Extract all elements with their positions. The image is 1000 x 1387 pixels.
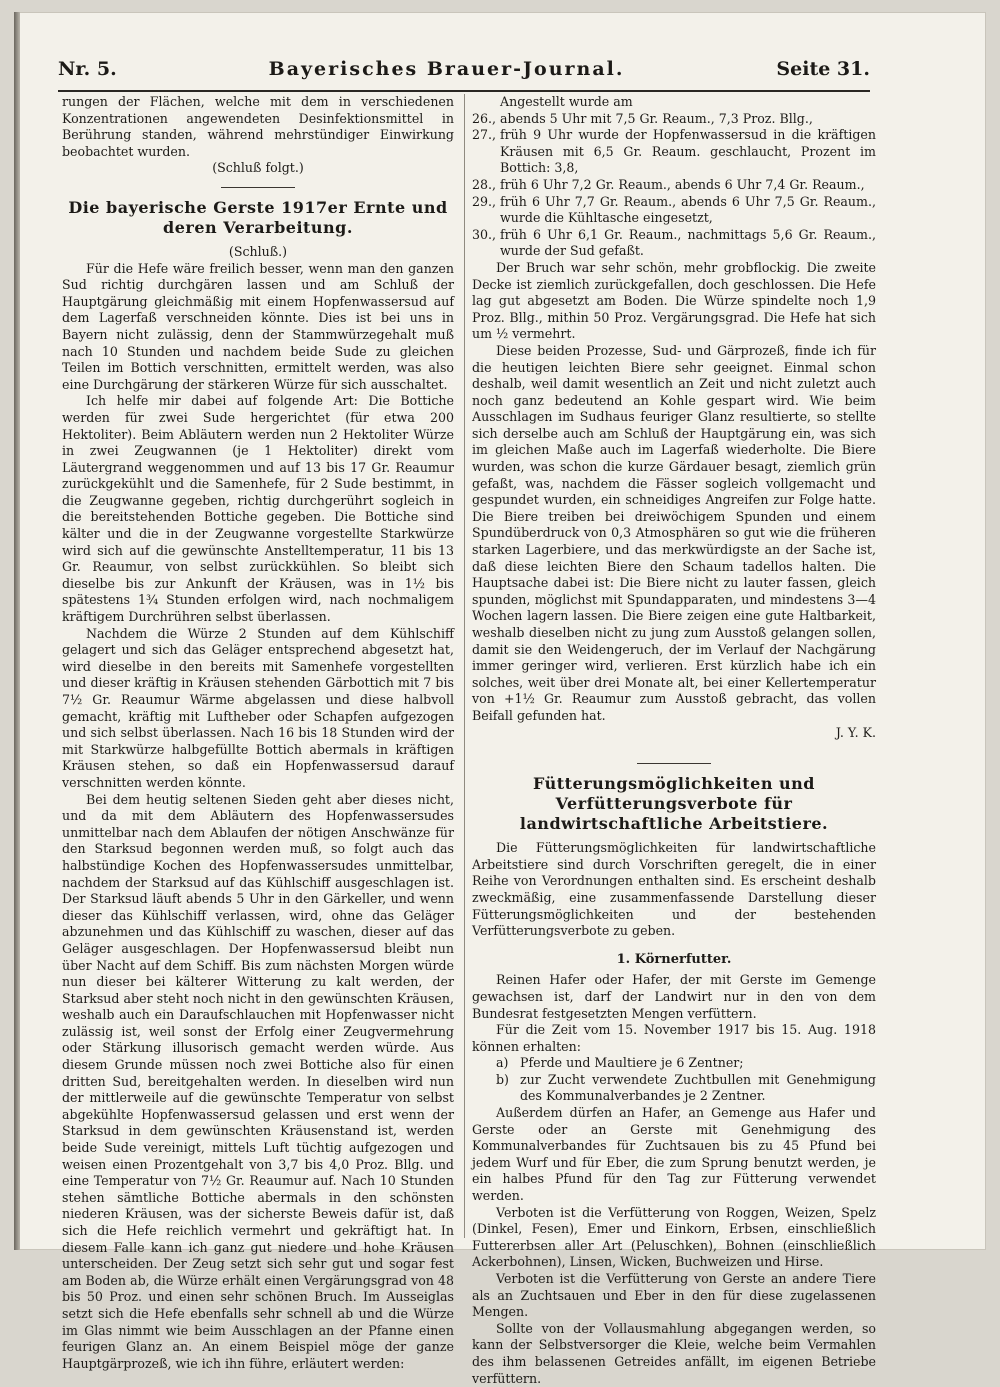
issue-number: Nr. 5.	[58, 58, 117, 80]
log-entry	[472, 227, 876, 260]
log-entry	[472, 177, 876, 194]
page-header	[58, 52, 870, 86]
article-paragraph: Reinen Hafer oder Hafer, der mit Gerste im Gemenge gewachsen ist, darf der Landwirt nur in den von dem Bundesrat festgesetzten Mengen verfüttern.	[472, 972, 876, 1021]
log-entry	[472, 194, 876, 227]
continued-text: rungen der Flächen, welche mit dem in verschiedenen Konzentrationen angewendeten Desinfektionsmittel in Berührung standen, während mehrstündiger Einwirkung beobachtet wurden.	[62, 94, 454, 159]
list-label: a)	[496, 1055, 509, 1071]
log-day: 26.,	[472, 110, 497, 126]
log-text: abends 5 Uhr mit 7,5 Gr. Reaum., 7,3 Proz. Bllg.,	[500, 110, 813, 126]
journal-title: Bayerisches Brauer-Journal.	[268, 58, 625, 80]
article-paragraph: Außerdem dürfen an Hafer, an Gemenge aus Hafer und Gerste oder an Gerste mit Genehmigung des Kommunalverbandes für Zuchtsauen bis zu 45 Pfund bei jedem Wurf und für Eber, die zum Sprung benutzt werden, je ein halbes Pfund für den Tag zur Fütterung verwendet werden.	[472, 1105, 876, 1204]
continuation-note: (Schluß folgt.)	[212, 160, 304, 176]
column-divider	[464, 94, 465, 1238]
log-day: 29.,	[472, 193, 497, 209]
article-paragraph: Bei dem heutig seltenen Sieden geht aber dieses nicht, und da mit dem Abläutern des Hopfenwassersudes unmittelbar nach dem Ablaufen der nötigen Anschwänze für den Starksud begonnen werden muß, so folgt auch das halbstündige Kochen des Hopfenwassersudes unmittelbar, nachdem der Starksud auf das Kühlschiff ausgeschlagen ist. Der Starksud läuft abends 5 Uhr in den Gärkeller, und wenn dieser das Kühlschiff verlassen, wird, ohne das Geläger abzunehmen und das Kühlschiff zu waschen, dieser auf das Geläger ausgeschlagen. Der Hopfenwassersud bleibt nun über Nacht auf dem Schiff. Bis zum nächsten Morgen würde nun dieser bei kälterer Witterung zu kalt werden, der Starksud aber steht noch nicht in den gewünschten Kräusen, weshalb auch ein Daraufschlauchen mit Hopfenwasser nicht zulässig ist, weil sonst der Erfolg einer Zeugvermehrung oder Stärkung illusorisch gemacht werden würde. Aus diesem Grunde müssen noch zwei Bottiche also für einen dritten Sud, bereitgehalten werden. In dieselben wird nun der mittlerweile auf die gewünschte Temperatur von selbst abgekühlte Hopfenwassersud gelassen und erst wenn der Starksud in dem gewünschten Kräusenstand ist, werden beide Sude vereinigt, mittels Luft tüchtig aufgezogen und weisen einen Prozentgehalt von 3,7 bis 4,0 Proz. Bllg. und eine Temperatur von 7½ Gr. Reaumur auf. Nach 10 Stunden stehen sämtliche Bottiche abermals in den schönsten niederen Kräusen, was der sicherste Beweis dafür ist, daß sich die Hefe reichlich vermehrt und gekräftigt hat. In diesem Falle kann ich ganz gut niedere und hohe Kräusen unterscheiden. Der Zeug setzt sich sehr gut und sogar fest am Boden ab, die Würze erhält einen Vergärungsgrad von 48 bis 50 Proz. und einen sehr schönen Bruch. Im Ausseiglas setzt sich die Hefe ebenfalls sehr schnell ab und die Würze im Glas nimmt wie beim Ausschlagen an der Pfanne einen feurigen Glanz an. An einem Beispiel möge der ganze Hauptgärprozeß, wie ich ihn führe, erläutert werden:	[62, 791, 454, 1371]
author-signature: J. Y. K.	[835, 724, 876, 740]
log-text: früh 6 Uhr 7,2 Gr. Reaum., abends 6 Uhr 7,4 Gr. Reaum.,	[500, 176, 865, 192]
header-rule	[58, 90, 870, 92]
article-paragraph: Die Fütterungsmöglichkeiten für landwirtschaftliche Arbeitstiere sind durch Vorschriften geregelt, die in einer Reihe von Verordnungen enthalten sind. Es erscheint deshalb zweckmäßig, eine zusammenfassende Darstellung dieser Fütterungsmöglichkeiten und der bestehenden Verfütterungsverbote zu geben.	[472, 840, 876, 939]
article-paragraph: Für die Hefe wäre freilich besser, wenn man den ganzen Sud richtig durchgären lassen und am Schluß der Hauptgärung gleichmäßig mit einem Hopfenwassersud auf dem Lagerfaß verschneiden könnte. Dies ist bei uns in Bayern nicht zulässig, denn der Stammwürzegehalt muß nach 10 Stunden und nachdem beide Sude zu gleichen Teilen im Bottich verschnitten, ermittelt werden, was also eine Durchgärung der stärkeren Würze für sich ausschaltet.	[62, 260, 454, 392]
list-label: b)	[496, 1071, 509, 1087]
log-text: früh 6 Uhr 7,7 Gr. Reaum., abends 6 Uhr 7,5 Gr. Reaum., wurde die Kühltasche eingesetzt,	[500, 193, 876, 226]
article-title: Die bayerische Gerste 1917er Ernte und deren Verarbeitung.	[68, 197, 448, 237]
list-text: Pferde und Maultiere je 6 Zentner;	[520, 1055, 744, 1071]
article-subtitle: (Schluß.)	[228, 243, 288, 259]
list-item	[496, 1055, 876, 1072]
article-paragraph: Für die Zeit vom 15. November 1917 bis 15. Aug. 1918 können erhalten:	[472, 1022, 876, 1054]
log-text: früh 6 Uhr 6,1 Gr. Reaum., nachmittags 5,6 Gr. Reaum., wurde der Sud gefaßt.	[500, 226, 876, 259]
right-column	[472, 94, 876, 1387]
article-paragraph: Sollte von der Vollausmahlung abgegangen werden, so kann der Selbstversorger die Kleie, welche beim Vermahlen des ihm belassenen Getreides anfällt, im eigenen Betriebe verfüttern.	[472, 1320, 876, 1386]
section-rule	[637, 763, 711, 764]
page-binding-edge	[14, 12, 20, 1250]
log-day: 28.,	[472, 176, 497, 192]
article-title: Fütterungsmöglichkeiten und Verfütterungsverbote für landwirtschaftliche Arbeitstiere.	[519, 774, 829, 834]
article-paragraph: Diese beiden Prozesse, Sud- und Gärprozeß, finde ich für die heutigen leichten Biere sehr geeignet. Einmal schon deshalb, weil damit wesentlich an Zeit und nicht zuletzt auch noch ganz bedeutend an Kohle gespart wird. Wie beim Ausschlagen im Sudhaus feuriger Glanz resultierte, so stellte sich derselbe auch am Schluß der Hauptgärung ein, was sich im gleichen Maße auch im Lagerfaß wiederholte. Die Biere wurden, was schon die kurze Gärdauer besagt, ziemlich grün gefaßt, was, nachdem die Fässer sogleich vollgemacht und gespundet wurden, ein schneidiges Angreifen zur Folge hatte. Die Biere treiben bei dreiwöchigem Spunden und einem Spundüberdruck von 0,3 Atmosphären so gut wie die früheren starken Lagerbiere, und das merkwürdigste an der Sache ist, daß diese leichten Biere den Schaum tadellos halten. Die Hauptsache dabei ist: Die Biere nicht zu lauter fassen, gleich spunden, möglichst mit Spundapparaten, und mindestens 3—4 Wochen lagern lassen. Die Biere zeigen eine gute Haltbarkeit, weshalb dieselben nicht zu jung zum Ausstoß gelangen sollen, damit sie den Weidengeruch, der im Verlauf der Nachgärung immer geringer wird, verlieren. Erst kürzlich habe ich ein solches, weit über drei Monate alt, bei einer Kellertemperatur von +1½ Gr. Reaumur zum Ausstoß gebracht, das vollen Beifall gefunden hat.	[472, 342, 876, 723]
newspaper-page	[14, 12, 986, 1386]
list-item	[496, 1072, 876, 1105]
article-paragraph: Der Bruch war sehr schön, mehr grobflockig. Die zweite Decke ist ziemlich zurückgefallen, doch geschlossen. Die Hefe lag gut abgesetzt am Boden. Die Würze spindelte noch 1,9 Proz. Bllg., mithin 50 Proz. Vergärungsgrad. Die Hefe hat sich um ½ vermehrt.	[472, 259, 876, 342]
article-paragraph: Ich helfe mir dabei auf folgende Art: Die Bottiche werden für zwei Sude hergerichtet (für etwa 200 Hektoliter). Beim Abläutern werden nun 2 Hektoliter Würze in zwei Zeugwannen (je 1 Hektoliter) direkt vom Läutergrand weggenommen und auf 13 bis 17 Gr. Reaumur zurückgekühlt und die Samenhefe, für 2 Sude bestimmt, in die Zeugwanne gegeben, richtig durchgerührt sogleich in die bereitstehenden Bottiche gegeben. Die Bottiche sind kälter und die in der Zeugwanne vorgestellte Starkwürze wird sich auf die gewünschte Anstelltemperatur, 11 bis 13 Gr. Reaumur, von selbst zurückkühlen. So bleibt sich dieselbe bis zur Ankunft der Kräusen, was in 1½ bis spätestens 1¾ Stunden erfolgen wird, nach nochmaligem kräftigem Durchrühren selbst überlassen.	[62, 393, 454, 625]
page-number: Seite 31.	[776, 58, 870, 80]
left-column	[62, 94, 454, 1372]
log-text: früh 9 Uhr wurde der Hopfenwassersud in die kräftigen Kräusen mit 6,5 Gr. Reaum. geschlaucht, Prozent im Bottich: 3,8,	[500, 127, 876, 176]
log-intro: Angestellt wurde am	[500, 94, 633, 109]
list-text: zur Zucht verwendete Zuchtbullen mit Genehmigung des Kommunalverbandes je 2 Zentner.	[520, 1071, 876, 1104]
section-heading: 1. Körnerfutter.	[616, 951, 732, 967]
section-rule	[221, 187, 295, 188]
article-paragraph: Nachdem die Würze 2 Stunden auf dem Kühlschiff gelagert und sich das Geläger entsprechend abgesetzt hat, wird dieselbe in den bereits mit Samenhefe vorgestellten und dieser kräftig in Kräusen stehenden Gärbottich mit 7 bis 7½ Gr. Reaumur Wärme abgelassen und diese halbvoll gemacht, kräftig mit Luftheber oder Schapfen aufgezogen und sich selbst überlassen. Nach 16 bis 18 Stunden wird der mit Starkwürze halbgefüllte Bottich abermals in kräftigen Kräusen stehen, so daß ein Hopfenwassersud darauf verschnitten werden könnte.	[62, 625, 454, 790]
log-day: 30.,	[472, 226, 497, 242]
log-day: 27.,	[472, 127, 497, 143]
article-paragraph: Verboten ist die Verfütterung von Roggen, Weizen, Spelz (Dinkel, Fesen), Emer und Einkorn, Erbsen, einschließlich Futtererbsen aller Art (Peluschken), Bohnen (einschließlich Ackerbohnen), Linsen, Wicken, Buchweizen und Hirse.	[472, 1204, 876, 1270]
log-entry	[472, 127, 876, 177]
article-paragraph: Verboten ist die Verfütterung von Gerste an andere Tiere als an Zuchtsauen und Eber in den für diese zugelassenen Mengen.	[472, 1271, 876, 1320]
log-entry	[472, 111, 876, 128]
